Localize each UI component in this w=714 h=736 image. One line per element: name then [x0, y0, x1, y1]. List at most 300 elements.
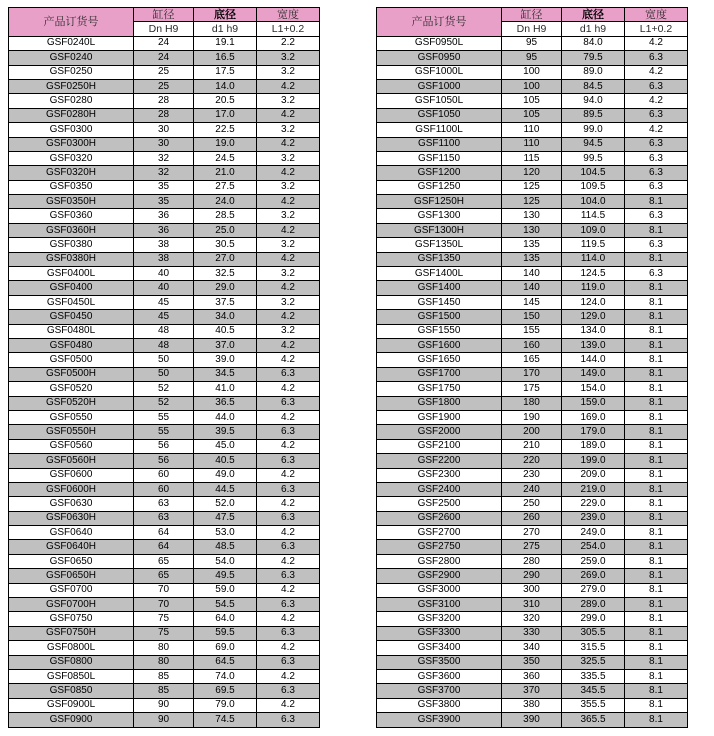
width-cell: 4.2 — [257, 698, 320, 712]
width-cell: 6.3 — [625, 108, 688, 122]
table-row — [9, 252, 320, 266]
bore-cell: 60 — [134, 482, 194, 496]
order-code-cell: GSF0500H — [9, 367, 134, 381]
bore-cell: 130 — [502, 209, 562, 223]
table-row — [9, 51, 320, 65]
order-code-cell: GSF2300 — [377, 468, 502, 482]
bore-cell: 110 — [502, 123, 562, 137]
bore-cell: 50 — [134, 367, 194, 381]
width-cell: 3.2 — [257, 295, 320, 309]
table-row — [9, 209, 320, 223]
table-row — [377, 425, 688, 439]
table-row — [9, 195, 320, 209]
groove-diameter-cell: 315.5 — [562, 641, 625, 655]
width-cell: 6.3 — [625, 137, 688, 151]
width-cell: 8.1 — [625, 482, 688, 496]
width-cell: 6.3 — [257, 713, 320, 727]
bore-cell: 350 — [502, 655, 562, 669]
order-code-cell: GSF1550 — [377, 324, 502, 338]
order-code-cell: GSF0350H — [9, 195, 134, 209]
header-order-code: 产品订货号 — [377, 8, 502, 37]
width-cell: 4.2 — [257, 353, 320, 367]
order-code-cell: GSF0250H — [9, 79, 134, 93]
groove-diameter-cell: 44.0 — [194, 410, 257, 424]
groove-diameter-cell: 39.5 — [194, 425, 257, 439]
bore-cell: 180 — [502, 396, 562, 410]
table-row — [377, 353, 688, 367]
bore-cell: 45 — [134, 310, 194, 324]
bore-cell: 105 — [502, 108, 562, 122]
header-groove-sub: d1 h9 — [194, 22, 257, 36]
groove-diameter-cell: 45.0 — [194, 439, 257, 453]
bore-cell: 190 — [502, 410, 562, 424]
table-row — [9, 238, 320, 252]
order-code-cell: GSF0850L — [9, 669, 134, 683]
order-code-cell: GSF1650 — [377, 353, 502, 367]
groove-diameter-cell: 289.0 — [562, 598, 625, 612]
order-code-cell: GSF0950L — [377, 36, 502, 50]
bore-cell: 36 — [134, 209, 194, 223]
groove-diameter-cell: 36.5 — [194, 396, 257, 410]
bore-cell: 50 — [134, 353, 194, 367]
groove-diameter-cell: 149.0 — [562, 367, 625, 381]
bore-cell: 75 — [134, 626, 194, 640]
order-code-cell: GSF1900 — [377, 410, 502, 424]
table-row — [9, 698, 320, 712]
order-code-cell: GSF1350 — [377, 252, 502, 266]
width-cell: 4.2 — [625, 36, 688, 50]
order-code-cell: GSF0640H — [9, 540, 134, 554]
table-row — [377, 569, 688, 583]
table-row — [9, 338, 320, 352]
table-row — [9, 684, 320, 698]
order-code-cell: GSF0520H — [9, 396, 134, 410]
bore-cell: 48 — [134, 338, 194, 352]
order-code-cell: GSF1400L — [377, 267, 502, 281]
table-row — [377, 367, 688, 381]
table-row — [377, 468, 688, 482]
table-row — [377, 540, 688, 554]
table-row — [377, 180, 688, 194]
order-code-cell: GSF0380H — [9, 252, 134, 266]
bore-cell: 40 — [134, 281, 194, 295]
bore-cell: 63 — [134, 497, 194, 511]
table-row — [9, 151, 320, 165]
width-cell: 3.2 — [257, 324, 320, 338]
bore-cell: 48 — [134, 324, 194, 338]
bore-cell: 170 — [502, 367, 562, 381]
bore-cell: 24 — [134, 51, 194, 65]
groove-diameter-cell: 119.0 — [562, 281, 625, 295]
groove-diameter-cell: 49.5 — [194, 569, 257, 583]
table-row — [377, 583, 688, 597]
groove-diameter-cell: 49.0 — [194, 468, 257, 482]
header-width: 宽度 — [625, 8, 688, 22]
groove-diameter-cell: 59.0 — [194, 583, 257, 597]
bore-cell: 25 — [134, 79, 194, 93]
groove-diameter-cell: 219.0 — [562, 482, 625, 496]
header-groove-diameter: 底径 — [194, 8, 257, 22]
width-cell: 6.3 — [625, 267, 688, 281]
bore-cell: 45 — [134, 295, 194, 309]
bore-cell: 85 — [134, 684, 194, 698]
table-row — [9, 655, 320, 669]
width-cell: 6.3 — [257, 482, 320, 496]
order-code-cell: GSF3100 — [377, 598, 502, 612]
order-code-cell: GSF0900L — [9, 698, 134, 712]
groove-diameter-cell: 14.0 — [194, 79, 257, 93]
order-code-cell: GSF0700H — [9, 598, 134, 612]
groove-diameter-cell: 109.0 — [562, 223, 625, 237]
width-cell: 3.2 — [257, 151, 320, 165]
bore-cell: 390 — [502, 713, 562, 727]
groove-diameter-cell: 305.5 — [562, 626, 625, 640]
groove-diameter-cell: 134.0 — [562, 324, 625, 338]
order-code-cell: GSF0800 — [9, 655, 134, 669]
width-cell: 6.3 — [625, 209, 688, 223]
header-bore-sub: Dn H9 — [134, 22, 194, 36]
width-cell: 8.1 — [625, 295, 688, 309]
order-code-cell: GSF0560H — [9, 454, 134, 468]
bore-cell: 35 — [134, 195, 194, 209]
table-row — [9, 382, 320, 396]
table-row — [377, 511, 688, 525]
table-row — [9, 65, 320, 79]
table-row — [377, 410, 688, 424]
bore-cell: 210 — [502, 439, 562, 453]
order-code-cell: GSF1750 — [377, 382, 502, 396]
groove-diameter-cell: 229.0 — [562, 497, 625, 511]
groove-diameter-cell: 139.0 — [562, 338, 625, 352]
order-code-cell: GSF0250 — [9, 65, 134, 79]
width-cell: 4.2 — [257, 137, 320, 151]
bore-cell: 80 — [134, 641, 194, 655]
order-code-cell: GSF0900 — [9, 713, 134, 727]
width-cell: 8.1 — [625, 497, 688, 511]
order-code-cell: GSF0240L — [9, 36, 134, 50]
width-cell: 8.1 — [625, 338, 688, 352]
width-cell: 8.1 — [625, 425, 688, 439]
width-cell: 8.1 — [625, 410, 688, 424]
bore-cell: 360 — [502, 669, 562, 683]
order-code-cell: GSF0640 — [9, 526, 134, 540]
order-code-cell: GSF1100 — [377, 137, 502, 151]
order-code-cell: GSF1600 — [377, 338, 502, 352]
groove-diameter-cell: 114.0 — [562, 252, 625, 266]
groove-diameter-cell: 25.0 — [194, 223, 257, 237]
bore-cell: 32 — [134, 151, 194, 165]
header-order-code: 产品订货号 — [9, 8, 134, 37]
groove-diameter-cell: 54.0 — [194, 554, 257, 568]
bore-cell: 110 — [502, 137, 562, 151]
width-cell: 4.2 — [257, 583, 320, 597]
bore-cell: 56 — [134, 454, 194, 468]
bore-cell: 80 — [134, 655, 194, 669]
order-code-cell: GSF2200 — [377, 454, 502, 468]
groove-diameter-cell: 21.0 — [194, 166, 257, 180]
width-cell: 3.2 — [257, 94, 320, 108]
width-cell: 6.3 — [257, 569, 320, 583]
order-code-cell: GSF3000 — [377, 583, 502, 597]
bore-cell: 275 — [502, 540, 562, 554]
width-cell: 8.1 — [625, 626, 688, 640]
bore-cell: 36 — [134, 223, 194, 237]
table-row — [9, 396, 320, 410]
width-cell: 8.1 — [625, 540, 688, 554]
bore-cell: 65 — [134, 554, 194, 568]
bore-cell: 220 — [502, 454, 562, 468]
width-cell: 3.2 — [257, 209, 320, 223]
width-cell: 4.2 — [625, 94, 688, 108]
width-cell: 4.2 — [257, 382, 320, 396]
width-cell: 6.3 — [625, 238, 688, 252]
bore-cell: 135 — [502, 252, 562, 266]
header-width-sub: L1+0.2 — [625, 22, 688, 36]
order-code-cell: GSF3400 — [377, 641, 502, 655]
order-code-cell: GSF0280 — [9, 94, 134, 108]
width-cell: 8.1 — [625, 655, 688, 669]
table-row — [9, 468, 320, 482]
bore-cell: 120 — [502, 166, 562, 180]
table-row — [377, 267, 688, 281]
bore-cell: 32 — [134, 166, 194, 180]
table-row — [377, 281, 688, 295]
groove-diameter-cell: 79.0 — [194, 698, 257, 712]
table-row — [9, 36, 320, 50]
width-cell: 4.2 — [257, 669, 320, 683]
bore-cell: 145 — [502, 295, 562, 309]
groove-diameter-cell: 169.0 — [562, 410, 625, 424]
bore-cell: 70 — [134, 583, 194, 597]
groove-diameter-cell: 74.5 — [194, 713, 257, 727]
bore-cell: 250 — [502, 497, 562, 511]
order-code-cell: GSF1100L — [377, 123, 502, 137]
width-cell: 8.1 — [625, 252, 688, 266]
bore-cell: 135 — [502, 238, 562, 252]
bore-cell: 290 — [502, 569, 562, 583]
header-bore: 缸径 — [134, 8, 194, 22]
width-cell: 8.1 — [625, 439, 688, 453]
order-code-cell: GSF0450 — [9, 310, 134, 324]
order-code-cell: GSF0550H — [9, 425, 134, 439]
groove-diameter-cell: 129.0 — [562, 310, 625, 324]
bore-cell: 30 — [134, 123, 194, 137]
width-cell: 6.3 — [257, 396, 320, 410]
bore-cell: 38 — [134, 238, 194, 252]
order-code-cell: GSF1050 — [377, 108, 502, 122]
order-code-cell: GSF1700 — [377, 367, 502, 381]
width-cell: 6.3 — [625, 51, 688, 65]
bore-cell: 40 — [134, 267, 194, 281]
bore-cell: 28 — [134, 94, 194, 108]
groove-diameter-cell: 279.0 — [562, 583, 625, 597]
order-code-cell: GSF2600 — [377, 511, 502, 525]
table-row — [9, 123, 320, 137]
order-code-cell: GSF2700 — [377, 526, 502, 540]
groove-diameter-cell: 269.0 — [562, 569, 625, 583]
bore-cell: 240 — [502, 482, 562, 496]
bore-cell: 115 — [502, 151, 562, 165]
bore-cell: 56 — [134, 439, 194, 453]
table-row — [377, 223, 688, 237]
order-code-cell: GSF2100 — [377, 439, 502, 453]
groove-diameter-cell: 40.5 — [194, 324, 257, 338]
bore-cell: 155 — [502, 324, 562, 338]
groove-diameter-cell: 179.0 — [562, 425, 625, 439]
table-row — [9, 310, 320, 324]
width-cell: 3.2 — [257, 65, 320, 79]
width-cell: 8.1 — [625, 526, 688, 540]
order-code-cell: GSF0700 — [9, 583, 134, 597]
table-row — [377, 497, 688, 511]
width-cell: 6.3 — [257, 540, 320, 554]
order-code-cell: GSF1800 — [377, 396, 502, 410]
groove-diameter-cell: 84.5 — [562, 79, 625, 93]
width-cell: 6.3 — [625, 166, 688, 180]
order-code-cell: GSF1350L — [377, 238, 502, 252]
bore-cell: 300 — [502, 583, 562, 597]
bore-cell: 105 — [502, 94, 562, 108]
width-cell: 8.1 — [625, 569, 688, 583]
table-row — [9, 166, 320, 180]
table-row — [377, 382, 688, 396]
bore-cell: 200 — [502, 425, 562, 439]
width-cell: 4.2 — [625, 65, 688, 79]
width-cell: 6.3 — [257, 655, 320, 669]
bore-cell: 55 — [134, 410, 194, 424]
width-cell: 4.2 — [257, 554, 320, 568]
order-code-cell: GSF1400 — [377, 281, 502, 295]
groove-diameter-cell: 114.5 — [562, 209, 625, 223]
table-row — [377, 439, 688, 453]
bore-cell: 140 — [502, 281, 562, 295]
groove-diameter-cell: 19.1 — [194, 36, 257, 50]
bore-cell: 95 — [502, 36, 562, 50]
width-cell: 8.1 — [625, 310, 688, 324]
bore-cell: 370 — [502, 684, 562, 698]
table-row — [377, 65, 688, 79]
table-row — [9, 223, 320, 237]
bore-cell: 165 — [502, 353, 562, 367]
width-cell: 8.1 — [625, 669, 688, 683]
groove-diameter-cell: 199.0 — [562, 454, 625, 468]
groove-diameter-cell: 30.5 — [194, 238, 257, 252]
table-row — [9, 108, 320, 122]
groove-diameter-cell: 89.5 — [562, 108, 625, 122]
groove-diameter-cell: 29.0 — [194, 281, 257, 295]
table-row — [9, 79, 320, 93]
groove-diameter-cell: 254.0 — [562, 540, 625, 554]
groove-diameter-cell: 365.5 — [562, 713, 625, 727]
table-row — [9, 137, 320, 151]
table-row — [377, 108, 688, 122]
groove-diameter-cell: 39.0 — [194, 353, 257, 367]
width-cell: 8.1 — [625, 598, 688, 612]
width-cell: 8.1 — [625, 454, 688, 468]
header-width: 宽度 — [257, 8, 320, 22]
groove-diameter-cell: 16.5 — [194, 51, 257, 65]
bore-cell: 30 — [134, 137, 194, 151]
width-cell: 8.1 — [625, 684, 688, 698]
groove-diameter-cell: 89.0 — [562, 65, 625, 79]
bore-cell: 270 — [502, 526, 562, 540]
groove-diameter-cell: 34.5 — [194, 367, 257, 381]
width-cell: 8.1 — [625, 367, 688, 381]
table-row — [377, 454, 688, 468]
bore-cell: 60 — [134, 468, 194, 482]
bore-cell: 90 — [134, 698, 194, 712]
bore-cell: 260 — [502, 511, 562, 525]
table-row — [377, 79, 688, 93]
order-code-cell: GSF0600 — [9, 468, 134, 482]
bore-cell: 100 — [502, 79, 562, 93]
bore-cell: 64 — [134, 540, 194, 554]
width-cell: 6.3 — [257, 367, 320, 381]
table-row — [9, 540, 320, 554]
groove-diameter-cell: 17.0 — [194, 108, 257, 122]
table-row — [9, 353, 320, 367]
order-code-cell: GSF3600 — [377, 669, 502, 683]
order-code-cell: GSF0630 — [9, 497, 134, 511]
table-row — [377, 626, 688, 640]
bore-cell: 340 — [502, 641, 562, 655]
order-code-cell: GSF0300 — [9, 123, 134, 137]
order-code-cell: GSF3800 — [377, 698, 502, 712]
width-cell: 8.1 — [625, 641, 688, 655]
groove-diameter-cell: 159.0 — [562, 396, 625, 410]
width-cell: 4.2 — [257, 195, 320, 209]
header-bore: 缸径 — [502, 8, 562, 22]
bore-cell: 95 — [502, 51, 562, 65]
bore-cell: 100 — [502, 65, 562, 79]
groove-diameter-cell: 299.0 — [562, 612, 625, 626]
bore-cell: 175 — [502, 382, 562, 396]
width-cell: 8.1 — [625, 195, 688, 209]
table-row — [377, 238, 688, 252]
order-code-cell: GSF2500 — [377, 497, 502, 511]
groove-diameter-cell: 335.5 — [562, 669, 625, 683]
order-code-cell: GSF1500 — [377, 310, 502, 324]
spec-table-right — [376, 7, 688, 728]
width-cell: 4.2 — [257, 439, 320, 453]
groove-diameter-cell: 40.5 — [194, 454, 257, 468]
bore-cell: 55 — [134, 425, 194, 439]
bore-cell: 125 — [502, 180, 562, 194]
order-code-cell: GSF0240 — [9, 51, 134, 65]
groove-diameter-cell: 48.5 — [194, 540, 257, 554]
table-row — [377, 612, 688, 626]
bore-cell: 150 — [502, 310, 562, 324]
order-code-cell: GSF0850 — [9, 684, 134, 698]
width-cell: 3.2 — [257, 180, 320, 194]
width-cell: 4.2 — [257, 468, 320, 482]
groove-diameter-cell: 28.5 — [194, 209, 257, 223]
header-bore-sub: Dn H9 — [502, 22, 562, 36]
order-code-cell: GSF0650 — [9, 554, 134, 568]
width-cell: 4.2 — [257, 641, 320, 655]
order-code-cell: GSF1150 — [377, 151, 502, 165]
groove-diameter-cell: 44.5 — [194, 482, 257, 496]
groove-diameter-cell: 154.0 — [562, 382, 625, 396]
groove-diameter-cell: 239.0 — [562, 511, 625, 525]
groove-diameter-cell: 124.0 — [562, 295, 625, 309]
order-code-cell: GSF0800L — [9, 641, 134, 655]
bore-cell: 65 — [134, 569, 194, 583]
width-cell: 8.1 — [625, 382, 688, 396]
table-row — [377, 209, 688, 223]
bore-cell: 320 — [502, 612, 562, 626]
order-code-cell: GSF0480L — [9, 324, 134, 338]
